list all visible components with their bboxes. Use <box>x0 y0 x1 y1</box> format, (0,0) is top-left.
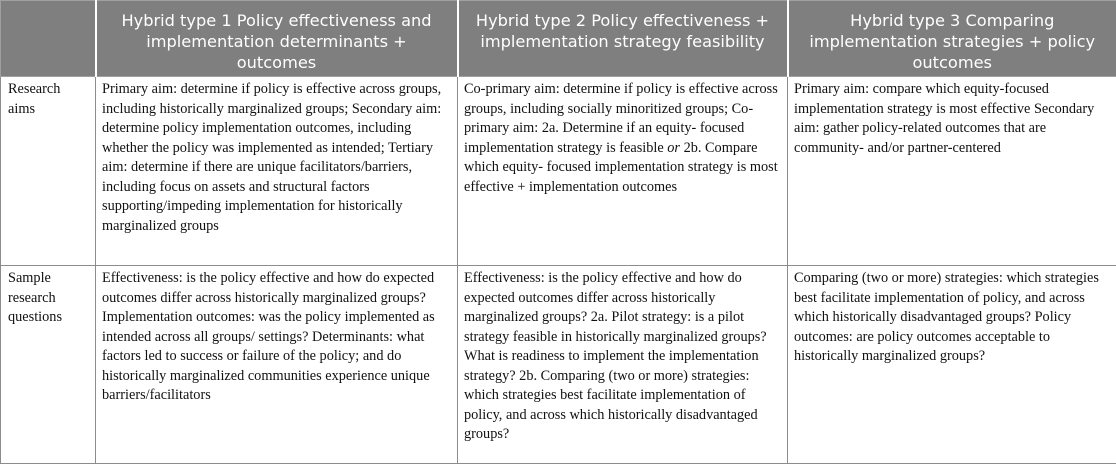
cell-text-italic: or <box>667 140 680 156</box>
table-row <box>1 266 1116 464</box>
cell-hybrid1-questions: Effectiveness: is the policy effective and how do expected outcomes differ across historically marginalized groups? Implementation outcomes: was the policy implemented as intended across all groups/ settings? Determinants: what factors led to success or failure of the policy; and do historically marginalized communities experience unique barriers/facilitators <box>96 266 458 464</box>
cell-text: Co-primary aim: determine if policy is effective across groups, including socially minoritized groups; Co-primary aim: 2a. Determine if an equity- focused implementation strategy is feasible <box>464 81 778 156</box>
cell-hybrid1-aims: Primary aim: determine if policy is effective across groups, including historically marginalized groups; Secondary aim: determine policy implementation outcomes, including whether the policy was implemented as intended; Tertiary aim: determine if there are unique facilitators/barriers, including focus on assets and structural factors supporting/impeding implementation for historically marginalized groups <box>96 77 458 266</box>
header-row <box>1 1 1116 77</box>
header-hybrid-type-2: Hybrid type 2 Policy effectiveness + implementation strategy feasibility <box>458 1 788 77</box>
row-label-research-aims: Research aims <box>1 77 96 266</box>
cell-text: 2b. Compare which equity- focused implementation strategy is most effective + implementation outcomes <box>464 140 778 195</box>
row-label-sample-questions: Sample research questions <box>1 266 96 464</box>
header-hybrid-type-3: Hybrid type 3 Comparing implementation strategies + policy outcomes <box>788 1 1116 77</box>
cell-hybrid2-questions: Effectiveness: is the policy effective and how do expected outcomes differ across historically marginalized groups? 2a. Pilot strategy: is a pilot strategy feasible in historically marginalized groups? What is readiness to implement the implementation strategy? 2b. Comparing (two or more) strategies: which strategies best facilitate implementation of policy, and across which historically disadvantaged groups? <box>458 266 788 464</box>
header-cell-empty <box>1 1 96 77</box>
table-row <box>1 77 1116 266</box>
cell-hybrid3-questions: Comparing (two or more) strategies: which strategies best facilitate implementation of policy, and across which historically disadvantaged groups? Policy outcomes: are policy outcomes acceptable to historically marginalized groups? <box>788 266 1116 464</box>
cell-hybrid3-aims: Primary aim: compare which equity-focused implementation strategy is most effective Secondary aim: gather policy-related outcomes that are community- and/or partner-centered <box>788 77 1116 266</box>
header-hybrid-type-1: Hybrid type 1 Policy effectiveness and implementation determinants + outcomes <box>96 1 458 77</box>
cell-hybrid2-aims <box>458 77 788 266</box>
